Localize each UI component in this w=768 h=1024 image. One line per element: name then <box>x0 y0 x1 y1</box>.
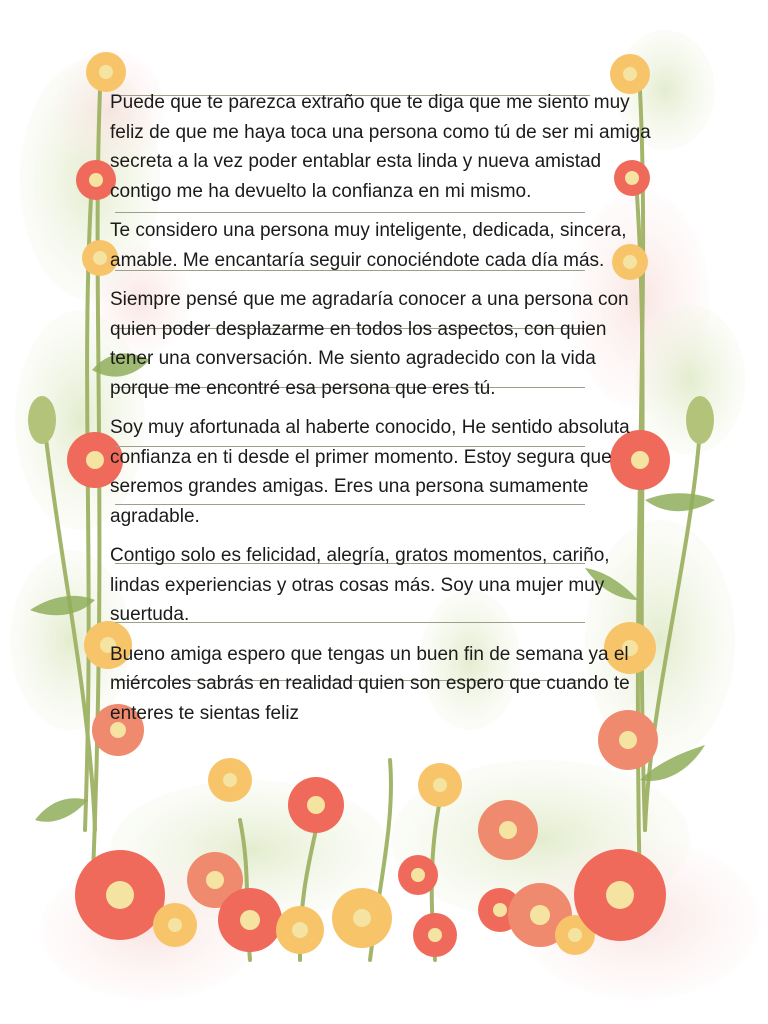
paragraph-4: Soy muy afortunada al haberte conocido, He sentido absoluta confianza en ti desde el primer momento. Estoy segura que seremos grandes amigas. Eres una persona sumamente agradable. <box>110 417 630 527</box>
paragraph-5: Contigo solo es felicidad, alegría, gratos momentos, cariño, lindas experiencias y otras cosas más. Soy una mujer muy suertuda. <box>110 545 610 625</box>
paragraph-2: Te considero una persona muy inteligente, dedicada, sincera, amable. Me encantaría seguir conociéndote cada día más. <box>110 220 627 271</box>
paragraph-1: Puede que te parezca extraño que te diga que me siento muy feliz de que me haya toca una persona como tú de ser mi amiga secreta a la vez poder entablar esta linda y nueva amistad contigo me ha devuelto la confianza en mi mismo. <box>110 92 651 202</box>
paragraph-6: Bueno amiga espero que tengas un buen fin de semana ya el miércoles sabrás en realidad quien son espero que cuando te enteres te sientas feliz <box>110 643 630 724</box>
letter-body <box>110 88 655 738</box>
paragraph-3: Siempre pensé que me agradaría conocer a una persona con quien poder desplazarme en todos los aspectos, con quien tener una conversación. Me siento agradecido con la vida porque me encontré esa persona que eres tú. <box>110 289 629 399</box>
